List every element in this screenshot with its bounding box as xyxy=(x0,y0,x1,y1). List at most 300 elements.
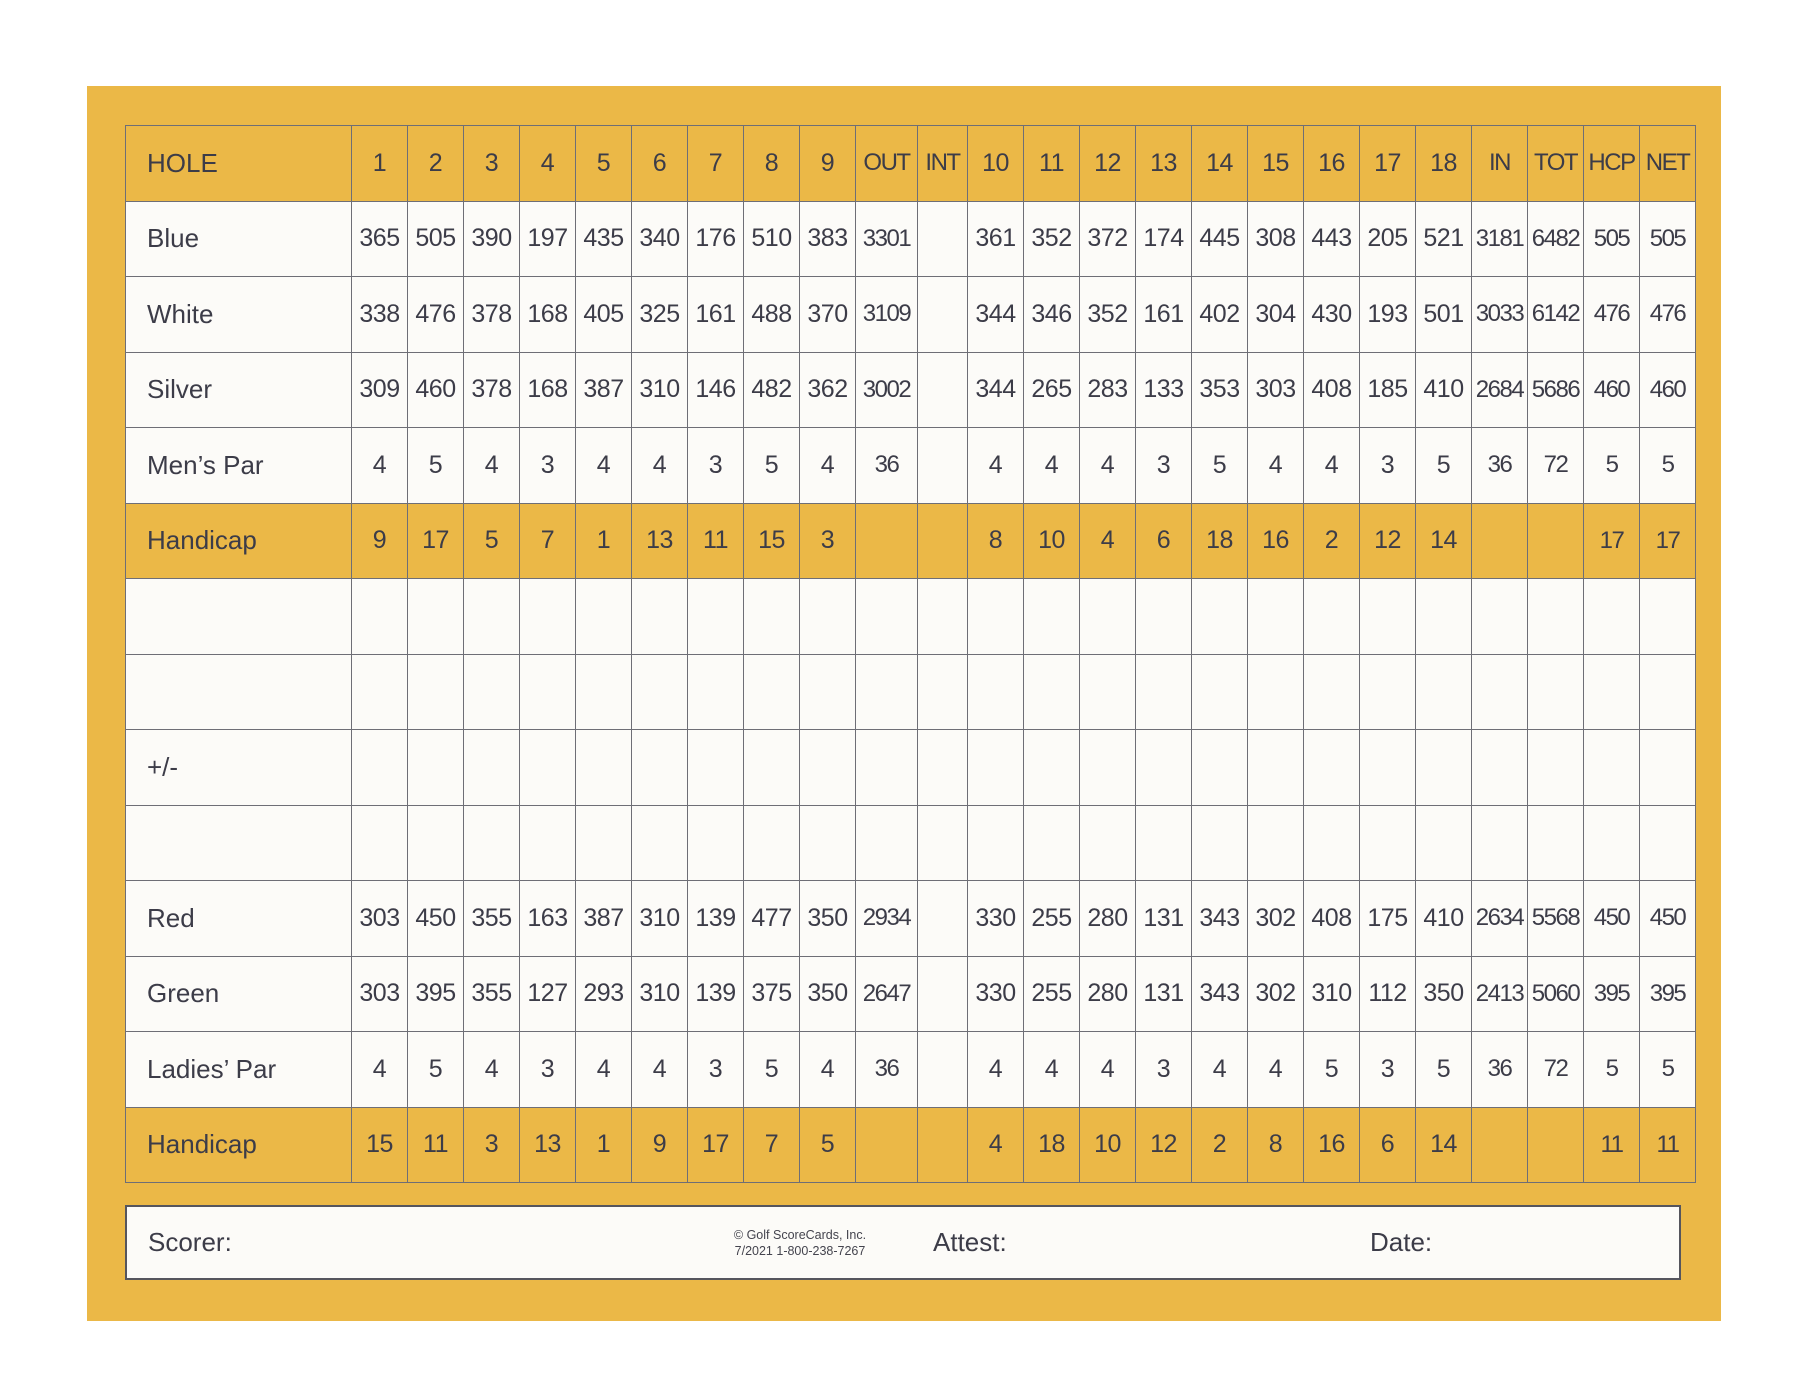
header-cell: 12 xyxy=(1080,126,1136,202)
score-cell: 445 xyxy=(1192,201,1248,277)
score-cell: 387 xyxy=(576,352,632,428)
score-entry-cell[interactable] xyxy=(1416,805,1472,881)
score-entry-cell[interactable] xyxy=(968,730,1024,806)
score-cell: 146 xyxy=(688,352,744,428)
score-cell: 350 xyxy=(1416,956,1472,1032)
score-entry-cell[interactable] xyxy=(632,730,688,806)
score-cell: 4 xyxy=(1248,1032,1304,1108)
score-entry-cell[interactable] xyxy=(1024,579,1080,655)
score-entry-cell[interactable] xyxy=(856,654,918,730)
header-cell: 9 xyxy=(800,126,856,202)
score-cell: 12 xyxy=(1136,1107,1192,1183)
score-entry-cell[interactable] xyxy=(1136,579,1192,655)
score-cell: 5 xyxy=(1640,428,1696,504)
score-cell: 5 xyxy=(1584,428,1640,504)
table-row xyxy=(126,201,1696,277)
score-cell xyxy=(918,201,968,277)
score-cell: 408 xyxy=(1304,881,1360,957)
score-cell: 310 xyxy=(632,881,688,957)
score-cell: 310 xyxy=(632,352,688,428)
score-cell: 350 xyxy=(800,956,856,1032)
score-cell: 133 xyxy=(1136,352,1192,428)
header-cell: TOT xyxy=(1528,126,1584,202)
copyright-notice xyxy=(720,1227,880,1259)
score-cell: 308 xyxy=(1248,201,1304,277)
score-entry-cell[interactable] xyxy=(968,805,1024,881)
score-entry-cell[interactable] xyxy=(800,654,856,730)
score-cell: 5 xyxy=(1416,1032,1472,1108)
header-cell: 5 xyxy=(576,126,632,202)
score-cell: 405 xyxy=(576,277,632,353)
score-entry-cell[interactable] xyxy=(968,654,1024,730)
score-entry-cell[interactable] xyxy=(918,579,968,655)
score-cell xyxy=(918,1032,968,1108)
score-cell: 14 xyxy=(1416,503,1472,579)
score-cell: 293 xyxy=(576,956,632,1032)
score-entry-cell[interactable] xyxy=(688,654,744,730)
score-entry-cell[interactable] xyxy=(744,805,800,881)
score-entry-cell[interactable] xyxy=(1248,805,1304,881)
score-cell: 168 xyxy=(520,277,576,353)
score-cell: 10 xyxy=(1080,1107,1136,1183)
header-cell: 3 xyxy=(464,126,520,202)
score-entry-cell[interactable] xyxy=(576,805,632,881)
score-cell: 175 xyxy=(1360,881,1416,957)
score-cell: 488 xyxy=(744,277,800,353)
score-cell xyxy=(1528,503,1584,579)
score-cell: 460 xyxy=(1584,352,1640,428)
score-cell: 4 xyxy=(1080,428,1136,504)
score-entry-cell[interactable] xyxy=(1248,654,1304,730)
score-cell: 3033 xyxy=(1472,277,1528,353)
score-entry-cell[interactable] xyxy=(1528,654,1584,730)
score-entry-cell[interactable] xyxy=(520,654,576,730)
score-entry-cell[interactable] xyxy=(1584,579,1640,655)
row-label-white: White xyxy=(126,277,352,353)
score-entry-cell[interactable] xyxy=(1192,579,1248,655)
header-row xyxy=(126,126,1696,202)
score-entry-cell[interactable] xyxy=(408,805,464,881)
header-cell: 4 xyxy=(520,126,576,202)
score-cell: 346 xyxy=(1024,277,1080,353)
score-cell: 193 xyxy=(1360,277,1416,353)
score-cell: 482 xyxy=(744,352,800,428)
score-cell: 4 xyxy=(800,428,856,504)
score-cell: 304 xyxy=(1248,277,1304,353)
score-entry-cell[interactable] xyxy=(1640,654,1696,730)
score-cell: 2647 xyxy=(856,956,918,1032)
table-row xyxy=(126,956,1696,1032)
score-cell: 3 xyxy=(520,428,576,504)
score-cell: 36 xyxy=(1472,428,1528,504)
score-entry-cell[interactable] xyxy=(464,654,520,730)
score-cell: 4 xyxy=(632,428,688,504)
score-cell: 505 xyxy=(1640,201,1696,277)
score-cell: 505 xyxy=(408,201,464,277)
score-cell: 476 xyxy=(1640,277,1696,353)
score-entry-cell[interactable] xyxy=(352,730,408,806)
score-entry-cell[interactable] xyxy=(1304,654,1360,730)
score-cell: 375 xyxy=(744,956,800,1032)
score-entry-cell[interactable] xyxy=(856,730,918,806)
score-entry-cell[interactable] xyxy=(1304,730,1360,806)
score-cell: 17 xyxy=(1640,503,1696,579)
row-label-blank xyxy=(126,805,352,881)
score-cell: 176 xyxy=(688,201,744,277)
header-cell: HCP xyxy=(1584,126,1640,202)
score-entry-cell[interactable] xyxy=(1248,730,1304,806)
score-cell: 4 xyxy=(968,1032,1024,1108)
copyright-line: © Golf ScoreCards, Inc. xyxy=(733,1228,867,1242)
score-cell: 3 xyxy=(800,503,856,579)
score-cell: 139 xyxy=(688,881,744,957)
score-entry-cell[interactable] xyxy=(1080,579,1136,655)
score-entry-cell[interactable] xyxy=(1584,654,1640,730)
score-cell: 355 xyxy=(464,956,520,1032)
score-cell xyxy=(918,277,968,353)
score-entry-cell[interactable] xyxy=(1416,730,1472,806)
score-cell: 3 xyxy=(520,1032,576,1108)
score-cell xyxy=(856,503,918,579)
score-cell: 255 xyxy=(1024,956,1080,1032)
score-cell xyxy=(1472,503,1528,579)
score-cell: 4 xyxy=(464,428,520,504)
score-entry-cell[interactable] xyxy=(352,805,408,881)
header-cell: 6 xyxy=(632,126,688,202)
table-row xyxy=(126,730,1696,806)
score-entry-cell[interactable] xyxy=(1080,654,1136,730)
score-entry-cell[interactable] xyxy=(918,654,968,730)
score-entry-cell[interactable] xyxy=(688,805,744,881)
score-cell: 161 xyxy=(688,277,744,353)
table-row xyxy=(126,352,1696,428)
score-cell: 5 xyxy=(800,1107,856,1183)
score-entry-cell[interactable] xyxy=(1528,805,1584,881)
score-cell: 390 xyxy=(464,201,520,277)
score-cell: 3 xyxy=(1136,1032,1192,1108)
score-entry-cell[interactable] xyxy=(918,730,968,806)
score-cell: 280 xyxy=(1080,881,1136,957)
score-cell: 11 xyxy=(408,1107,464,1183)
score-cell xyxy=(1472,1107,1528,1183)
score-entry-cell[interactable] xyxy=(688,730,744,806)
score-cell xyxy=(918,503,968,579)
row-label-men-s-par: Men’s Par xyxy=(126,428,352,504)
score-cell: 2934 xyxy=(856,881,918,957)
hole-header-label: HOLE xyxy=(126,126,352,202)
score-cell: 127 xyxy=(520,956,576,1032)
scorer-label: Scorer: xyxy=(148,1227,232,1257)
score-cell: 6142 xyxy=(1528,277,1584,353)
score-cell: 283 xyxy=(1080,352,1136,428)
score-entry-cell[interactable] xyxy=(1360,730,1416,806)
header-cell: 17 xyxy=(1360,126,1416,202)
score-cell: 378 xyxy=(464,277,520,353)
score-cell: 17 xyxy=(688,1107,744,1183)
header-cell: 1 xyxy=(352,126,408,202)
score-cell: 10 xyxy=(1024,503,1080,579)
score-entry-cell[interactable] xyxy=(1080,730,1136,806)
score-entry-cell[interactable] xyxy=(1024,730,1080,806)
score-entry-cell[interactable] xyxy=(1136,730,1192,806)
score-entry-cell[interactable] xyxy=(1472,730,1528,806)
score-entry-cell[interactable] xyxy=(1080,805,1136,881)
score-cell: 8 xyxy=(968,503,1024,579)
score-cell: 13 xyxy=(632,503,688,579)
score-cell xyxy=(918,881,968,957)
table-row xyxy=(126,1107,1696,1183)
score-cell: 2 xyxy=(1192,1107,1248,1183)
score-entry-cell[interactable] xyxy=(1192,654,1248,730)
row-label-handicap: Handicap xyxy=(126,1107,352,1183)
score-entry-cell[interactable] xyxy=(744,730,800,806)
attest-label: Attest: xyxy=(933,1227,1007,1257)
score-cell: 450 xyxy=(408,881,464,957)
score-cell: 408 xyxy=(1304,352,1360,428)
score-cell: 501 xyxy=(1416,277,1472,353)
score-cell: 3 xyxy=(688,428,744,504)
score-cell: 16 xyxy=(1304,1107,1360,1183)
row-label-green: Green xyxy=(126,956,352,1032)
score-cell: 330 xyxy=(968,881,1024,957)
score-cell: 476 xyxy=(1584,277,1640,353)
score-entry-cell[interactable] xyxy=(1584,730,1640,806)
score-cell: 4 xyxy=(464,1032,520,1108)
score-cell: 15 xyxy=(352,1107,408,1183)
score-entry-cell[interactable] xyxy=(688,579,744,655)
score-cell: 3 xyxy=(464,1107,520,1183)
score-cell: 330 xyxy=(968,956,1024,1032)
signature-footer xyxy=(125,1205,1681,1280)
score-cell: 4 xyxy=(968,428,1024,504)
score-cell: 344 xyxy=(968,352,1024,428)
table-row xyxy=(126,881,1696,957)
header-cell: 8 xyxy=(744,126,800,202)
score-entry-cell[interactable] xyxy=(1136,654,1192,730)
score-entry-cell[interactable] xyxy=(352,654,408,730)
score-cell: 510 xyxy=(744,201,800,277)
score-entry-cell[interactable] xyxy=(1472,654,1528,730)
score-cell: 5 xyxy=(408,1032,464,1108)
table-row xyxy=(126,654,1696,730)
score-entry-cell[interactable] xyxy=(1136,805,1192,881)
score-entry-cell[interactable] xyxy=(1528,730,1584,806)
score-entry-cell[interactable] xyxy=(1416,579,1472,655)
score-cell: 139 xyxy=(688,956,744,1032)
score-cell: 521 xyxy=(1416,201,1472,277)
score-cell: 4 xyxy=(352,428,408,504)
score-cell: 174 xyxy=(1136,201,1192,277)
score-cell: 303 xyxy=(352,881,408,957)
score-cell: 17 xyxy=(408,503,464,579)
score-cell: 4 xyxy=(632,1032,688,1108)
score-entry-cell[interactable] xyxy=(1472,805,1528,881)
score-cell: 395 xyxy=(408,956,464,1032)
score-entry-cell[interactable] xyxy=(1640,730,1696,806)
score-entry-cell[interactable] xyxy=(632,579,688,655)
score-entry-cell[interactable] xyxy=(632,805,688,881)
row-label-blank xyxy=(126,654,352,730)
date-label: Date: xyxy=(1370,1227,1433,1257)
score-cell: 14 xyxy=(1416,1107,1472,1183)
row-label-handicap: Handicap xyxy=(126,503,352,579)
score-cell xyxy=(918,1107,968,1183)
score-entry-cell[interactable] xyxy=(856,579,918,655)
score-entry-cell[interactable] xyxy=(520,805,576,881)
score-cell: 9 xyxy=(632,1107,688,1183)
score-cell: 450 xyxy=(1584,881,1640,957)
score-cell: 353 xyxy=(1192,352,1248,428)
score-cell: 309 xyxy=(352,352,408,428)
score-cell: 6 xyxy=(1360,1107,1416,1183)
header-cell: 15 xyxy=(1248,126,1304,202)
score-entry-cell[interactable] xyxy=(1640,805,1696,881)
score-entry-cell[interactable] xyxy=(744,579,800,655)
score-entry-cell[interactable] xyxy=(576,579,632,655)
score-entry-cell[interactable] xyxy=(1192,730,1248,806)
score-cell: 5 xyxy=(464,503,520,579)
score-cell: 205 xyxy=(1360,201,1416,277)
header-cell: 14 xyxy=(1192,126,1248,202)
score-cell: 5060 xyxy=(1528,956,1584,1032)
score-entry-cell[interactable] xyxy=(464,805,520,881)
score-entry-cell[interactable] xyxy=(1304,579,1360,655)
score-cell: 8 xyxy=(1248,1107,1304,1183)
table-row xyxy=(126,579,1696,655)
score-cell: 4 xyxy=(576,1032,632,1108)
score-entry-cell[interactable] xyxy=(800,730,856,806)
score-entry-cell[interactable] xyxy=(352,579,408,655)
score-cell: 430 xyxy=(1304,277,1360,353)
score-cell: 4 xyxy=(1192,1032,1248,1108)
score-entry-cell[interactable] xyxy=(800,579,856,655)
score-cell: 3 xyxy=(1360,1032,1416,1108)
score-entry-cell[interactable] xyxy=(408,730,464,806)
score-entry-cell[interactable] xyxy=(1360,579,1416,655)
score-cell: 352 xyxy=(1080,277,1136,353)
score-cell: 18 xyxy=(1024,1107,1080,1183)
score-cell: 352 xyxy=(1024,201,1080,277)
score-cell xyxy=(918,352,968,428)
score-cell: 340 xyxy=(632,201,688,277)
score-cell: 17 xyxy=(1584,503,1640,579)
score-entry-cell[interactable] xyxy=(1640,579,1696,655)
score-cell: 395 xyxy=(1584,956,1640,1032)
row-label-+: +/- xyxy=(126,730,352,806)
score-cell: 131 xyxy=(1136,881,1192,957)
score-cell: 410 xyxy=(1416,881,1472,957)
score-cell: 7 xyxy=(520,503,576,579)
score-entry-cell[interactable] xyxy=(1472,579,1528,655)
score-entry-cell[interactable] xyxy=(520,579,576,655)
score-cell: 355 xyxy=(464,881,520,957)
score-cell: 2684 xyxy=(1472,352,1528,428)
score-cell xyxy=(918,956,968,1032)
score-entry-cell[interactable] xyxy=(464,579,520,655)
row-label-silver: Silver xyxy=(126,352,352,428)
score-entry-cell[interactable] xyxy=(464,730,520,806)
table-row xyxy=(126,277,1696,353)
score-entry-cell[interactable] xyxy=(1024,805,1080,881)
score-cell: 3301 xyxy=(856,201,918,277)
score-cell: 5 xyxy=(1640,1032,1696,1108)
table-row xyxy=(126,805,1696,881)
score-cell: 36 xyxy=(856,1032,918,1108)
score-cell: 338 xyxy=(352,277,408,353)
score-cell: 13 xyxy=(520,1107,576,1183)
score-entry-cell[interactable] xyxy=(408,654,464,730)
score-cell: 350 xyxy=(800,881,856,957)
row-label-blank xyxy=(126,579,352,655)
score-cell: 4 xyxy=(968,1107,1024,1183)
score-entry-cell[interactable] xyxy=(1304,805,1360,881)
score-cell: 1 xyxy=(576,1107,632,1183)
score-entry-cell[interactable] xyxy=(968,579,1024,655)
score-entry-cell[interactable] xyxy=(1248,579,1304,655)
score-entry-cell[interactable] xyxy=(520,730,576,806)
score-cell: 2413 xyxy=(1472,956,1528,1032)
score-entry-cell[interactable] xyxy=(1584,805,1640,881)
score-cell: 4 xyxy=(800,1032,856,1108)
score-entry-cell[interactable] xyxy=(1416,654,1472,730)
score-cell: 365 xyxy=(352,201,408,277)
score-entry-cell[interactable] xyxy=(856,805,918,881)
score-entry-cell[interactable] xyxy=(1192,805,1248,881)
score-cell: 362 xyxy=(800,352,856,428)
score-entry-cell[interactable] xyxy=(632,654,688,730)
score-entry-cell[interactable] xyxy=(800,805,856,881)
header-cell: 10 xyxy=(968,126,1024,202)
score-entry-cell[interactable] xyxy=(408,579,464,655)
score-entry-cell[interactable] xyxy=(1360,654,1416,730)
score-entry-cell[interactable] xyxy=(1024,654,1080,730)
score-entry-cell[interactable] xyxy=(918,805,968,881)
score-cell: 15 xyxy=(744,503,800,579)
score-cell: 410 xyxy=(1416,352,1472,428)
score-cell: 387 xyxy=(576,881,632,957)
score-cell: 372 xyxy=(1080,201,1136,277)
score-cell: 2 xyxy=(1304,503,1360,579)
score-cell xyxy=(1528,1107,1584,1183)
score-cell: 370 xyxy=(800,277,856,353)
header-cell: INT xyxy=(918,126,968,202)
score-cell: 11 xyxy=(1584,1107,1640,1183)
print-info-line: 7/2021 1-800-238-7267 xyxy=(734,1244,866,1258)
score-cell: 303 xyxy=(352,956,408,1032)
score-cell: 5 xyxy=(1584,1032,1640,1108)
score-cell: 3 xyxy=(1360,428,1416,504)
score-cell: 5 xyxy=(744,428,800,504)
score-entry-cell[interactable] xyxy=(1528,579,1584,655)
score-entry-cell[interactable] xyxy=(576,730,632,806)
score-cell: 4 xyxy=(1304,428,1360,504)
score-entry-cell[interactable] xyxy=(1360,805,1416,881)
score-cell: 1 xyxy=(576,503,632,579)
score-cell: 443 xyxy=(1304,201,1360,277)
score-cell: 163 xyxy=(520,881,576,957)
score-cell: 7 xyxy=(744,1107,800,1183)
score-entry-cell[interactable] xyxy=(576,654,632,730)
score-cell: 131 xyxy=(1136,956,1192,1032)
score-entry-cell[interactable] xyxy=(744,654,800,730)
header-cell: 13 xyxy=(1136,126,1192,202)
score-cell: 302 xyxy=(1248,956,1304,1032)
table-row xyxy=(126,428,1696,504)
scorecard-grid xyxy=(125,125,1696,1183)
score-cell: 6482 xyxy=(1528,201,1584,277)
score-cell: 460 xyxy=(408,352,464,428)
score-cell: 310 xyxy=(632,956,688,1032)
